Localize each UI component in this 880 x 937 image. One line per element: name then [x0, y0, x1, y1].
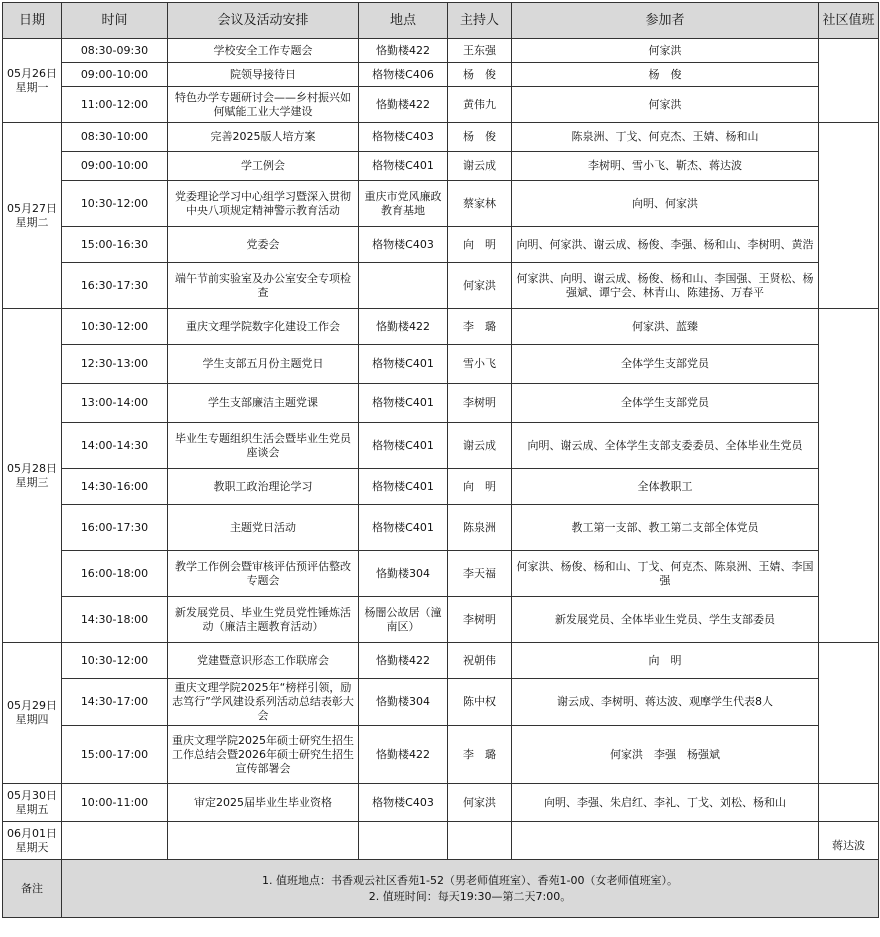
event-place: 恪勤楼422 [359, 309, 448, 345]
event-attendees: 向明、李强、朱启红、李礼、丁戈、刘松、杨和山 [512, 784, 819, 822]
event-place: 格物楼C401 [359, 345, 448, 384]
schedule-row [3, 597, 879, 643]
date-text: 06月01日 [7, 826, 57, 840]
event-attendees: 何家洪 李强 杨强斌 [512, 726, 819, 784]
event-time: 11:00-12:00 [62, 87, 168, 123]
event-place [359, 263, 448, 309]
schedule-row [3, 784, 879, 822]
event-place: 杨闇公故居（潼南区） [359, 597, 448, 643]
event-attendees [512, 822, 819, 860]
event-time: 15:00-17:00 [62, 726, 168, 784]
event-attendees: 何家洪 [512, 87, 819, 123]
event-host: 李天福 [448, 551, 512, 597]
schedule-row [3, 263, 879, 309]
event-host: 雪小飞 [448, 345, 512, 384]
event-title: 学校安全工作专题会 [168, 39, 359, 63]
weekday-text: 星期天 [15, 840, 49, 854]
event-title [168, 822, 359, 860]
event-title: 院领导接待日 [168, 63, 359, 87]
header-time: 时间 [62, 3, 168, 39]
schedule-row [3, 181, 879, 227]
event-time: 14:30-17:00 [62, 679, 168, 726]
event-time: 16:30-17:30 [62, 263, 168, 309]
weekday-text: 星期一 [15, 80, 49, 94]
date-cell [3, 822, 62, 860]
event-time: 08:30-09:30 [62, 39, 168, 63]
date-text: 05月28日 [7, 461, 57, 475]
header-activity: 会议及活动安排 [168, 3, 359, 39]
weekday-text: 星期三 [15, 475, 49, 489]
event-host: 祝朝伟 [448, 643, 512, 679]
schedule-body [3, 39, 879, 860]
schedule-row [3, 123, 879, 152]
event-title: 特色办学专题研讨会——乡村振兴如何赋能工业大学建设 [168, 87, 359, 123]
schedule-row [3, 505, 879, 551]
event-title: 教学工作例会暨审核评估预评估整改专题会 [168, 551, 359, 597]
event-place: 恪勤楼422 [359, 87, 448, 123]
schedule-row [3, 152, 879, 181]
date-text: 05月26日 [7, 66, 57, 80]
event-time: 10:30-12:00 [62, 181, 168, 227]
event-host: 陈中权 [448, 679, 512, 726]
event-place: 重庆市党风廉政教育基地 [359, 181, 448, 227]
event-place [359, 822, 448, 860]
event-attendees: 杨 俊 [512, 63, 819, 87]
event-place: 格物楼C406 [359, 63, 448, 87]
event-attendees: 何家洪、杨俊、杨和山、丁戈、何克杰、陈泉洲、王婧、李国强 [512, 551, 819, 597]
event-attendees: 新发展党员、全体毕业生党员、学生支部委员 [512, 597, 819, 643]
event-time: 13:00-14:00 [62, 384, 168, 423]
event-time: 16:00-17:30 [62, 505, 168, 551]
event-title: 学生支部廉洁主题党课 [168, 384, 359, 423]
duty-cell [819, 643, 879, 784]
event-title: 主题党日活动 [168, 505, 359, 551]
event-attendees: 向明、何家洪 [512, 181, 819, 227]
event-time: 09:00-10:00 [62, 63, 168, 87]
event-time: 08:30-10:00 [62, 123, 168, 152]
event-host: 何家洪 [448, 784, 512, 822]
event-title: 教职工政治理论学习 [168, 469, 359, 505]
duty-cell [819, 784, 879, 822]
event-time: 10:30-12:00 [62, 309, 168, 345]
event-host: 李 璐 [448, 726, 512, 784]
schedule-row [3, 469, 879, 505]
event-title: 党委会 [168, 227, 359, 263]
schedule-row [3, 345, 879, 384]
event-attendees: 何家洪、向明、谢云成、杨俊、杨和山、李国强、王贤松、杨强斌、谭宁会、林青山、陈建扬、万春平 [512, 263, 819, 309]
event-host: 何家洪 [448, 263, 512, 309]
schedule-row [3, 679, 879, 726]
weekday-text: 星期四 [15, 713, 49, 726]
notes-row [3, 860, 879, 918]
event-attendees: 全体学生支部党员 [512, 345, 819, 384]
event-time: 10:30-12:00 [62, 643, 168, 679]
schedule-row [3, 643, 879, 679]
event-host: 李 璐 [448, 309, 512, 345]
duty-cell: 蒋达波 [819, 822, 879, 860]
schedule-row [3, 423, 879, 469]
date-cell [3, 784, 62, 822]
header-host: 主持人 [448, 3, 512, 39]
header-attendees: 参加者 [512, 3, 819, 39]
notes-label: 备注 [3, 860, 62, 918]
event-place: 格物楼C403 [359, 784, 448, 822]
event-time: 14:30-16:00 [62, 469, 168, 505]
weekday-text: 星期五 [15, 802, 49, 816]
event-host: 蔡家林 [448, 181, 512, 227]
event-attendees: 谢云成、李树明、蒋达波、观摩学生代表8人 [512, 679, 819, 726]
event-title: 端午节前实验室及办公室安全专项检查 [168, 263, 359, 309]
event-time: 15:00-16:30 [62, 227, 168, 263]
event-attendees: 全体教职工 [512, 469, 819, 505]
event-title: 审定2025届毕业生毕业资格 [168, 784, 359, 822]
event-host: 谢云成 [448, 152, 512, 181]
date-cell [3, 309, 62, 643]
event-time [62, 822, 168, 860]
event-host: 向 明 [448, 227, 512, 263]
event-title: 毕业生专题组织生活会暨毕业生党员座谈会 [168, 423, 359, 469]
event-attendees: 李树明、雪小飞、靳杰、蒋达波 [512, 152, 819, 181]
schedule-table [2, 2, 879, 918]
event-place: 格物楼C401 [359, 152, 448, 181]
event-place: 恪勤楼422 [359, 39, 448, 63]
schedule-row [3, 384, 879, 423]
event-host [448, 822, 512, 860]
event-attendees: 向 明 [512, 643, 819, 679]
event-attendees: 何家洪 [512, 39, 819, 63]
event-host: 向 明 [448, 469, 512, 505]
event-host: 李树明 [448, 597, 512, 643]
schedule-row [3, 726, 879, 784]
event-title: 新发展党员、毕业生党员党性锤炼活动（廉洁主题教育活动） [168, 597, 359, 643]
event-attendees: 陈泉洲、丁戈、何克杰、王婧、杨和山 [512, 123, 819, 152]
event-time: 14:30-18:00 [62, 597, 168, 643]
event-place: 格物楼C401 [359, 505, 448, 551]
event-attendees: 教工第一支部、教工第二支部全体党员 [512, 505, 819, 551]
date-text: 05月30日 [7, 788, 57, 802]
event-title: 学生支部五月份主题党日 [168, 345, 359, 384]
schedule-row [3, 227, 879, 263]
event-place: 格物楼C401 [359, 384, 448, 423]
header-place: 地点 [359, 3, 448, 39]
event-time: 12:30-13:00 [62, 345, 168, 384]
date-cell [3, 123, 62, 309]
event-host: 谢云成 [448, 423, 512, 469]
date-cell [3, 643, 62, 784]
event-title: 学工例会 [168, 152, 359, 181]
event-time: 09:00-10:00 [62, 152, 168, 181]
event-place: 恪勤楼304 [359, 679, 448, 726]
schedule-row [3, 63, 879, 87]
schedule-row [3, 309, 879, 345]
event-place: 格物楼C403 [359, 123, 448, 152]
event-attendees: 向明、何家洪、谢云成、杨俊、李强、杨和山、李树明、黄浩 [512, 227, 819, 263]
date-text: 05月27日 [7, 201, 57, 215]
event-time: 16:00-18:00 [62, 551, 168, 597]
weekday-text: 星期二 [15, 215, 49, 229]
event-title: 重庆文理学院2025年硕士研究生招生工作总结会暨2026年硕士研究生招生宣传部署会 [168, 726, 359, 784]
event-place: 恪勤楼422 [359, 643, 448, 679]
event-host: 王东强 [448, 39, 512, 63]
event-title: 重庆文理学院2025年“榜样引领，励志笃行”学风建设系列活动总结表彰大会 [168, 679, 359, 726]
event-host: 陈泉洲 [448, 505, 512, 551]
event-host: 杨 俊 [448, 63, 512, 87]
event-place: 格物楼C401 [359, 469, 448, 505]
event-title: 党委理论学习中心组学习暨深入贯彻中央八项规定精神警示教育活动 [168, 181, 359, 227]
schedule-row [3, 551, 879, 597]
event-time: 10:00-11:00 [62, 784, 168, 822]
event-place: 格物楼C401 [359, 423, 448, 469]
schedule-row [3, 87, 879, 123]
event-title: 重庆文理学院数字化建设工作会 [168, 309, 359, 345]
event-title: 党建暨意识形态工作联席会 [168, 643, 359, 679]
event-place: 格物楼C403 [359, 227, 448, 263]
header-row [3, 3, 879, 39]
event-time: 14:00-14:30 [62, 423, 168, 469]
event-place: 恪勤楼422 [359, 726, 448, 784]
event-host: 黄伟九 [448, 87, 512, 123]
event-host: 杨 俊 [448, 123, 512, 152]
event-title: 完善2025版人培方案 [168, 123, 359, 152]
event-attendees: 何家洪、蓝臻 [512, 309, 819, 345]
notes-line-2: 2. 值班时间：每天19:30—第二天7:00。 [368, 889, 572, 903]
duty-cell [819, 309, 879, 643]
header-duty: 社区值班 [819, 3, 879, 39]
duty-cell [819, 123, 879, 309]
event-host: 李树明 [448, 384, 512, 423]
date-cell [3, 39, 62, 123]
event-place: 恪勤楼304 [359, 551, 448, 597]
schedule-row [3, 822, 879, 860]
duty-cell [819, 39, 879, 123]
date-text: 05月29日 [7, 699, 57, 712]
header-date: 日期 [3, 3, 62, 39]
notes-body [62, 860, 879, 918]
event-attendees: 向明、谢云成、全体学生支部支委委员、全体毕业生党员 [512, 423, 819, 469]
schedule-row [3, 39, 879, 63]
notes-line-1: 1. 值班地点：书香观云社区香苑1-52（男老师值班室）、香苑1-00（女老师值班室）。 [262, 873, 678, 887]
event-attendees: 全体学生支部党员 [512, 384, 819, 423]
